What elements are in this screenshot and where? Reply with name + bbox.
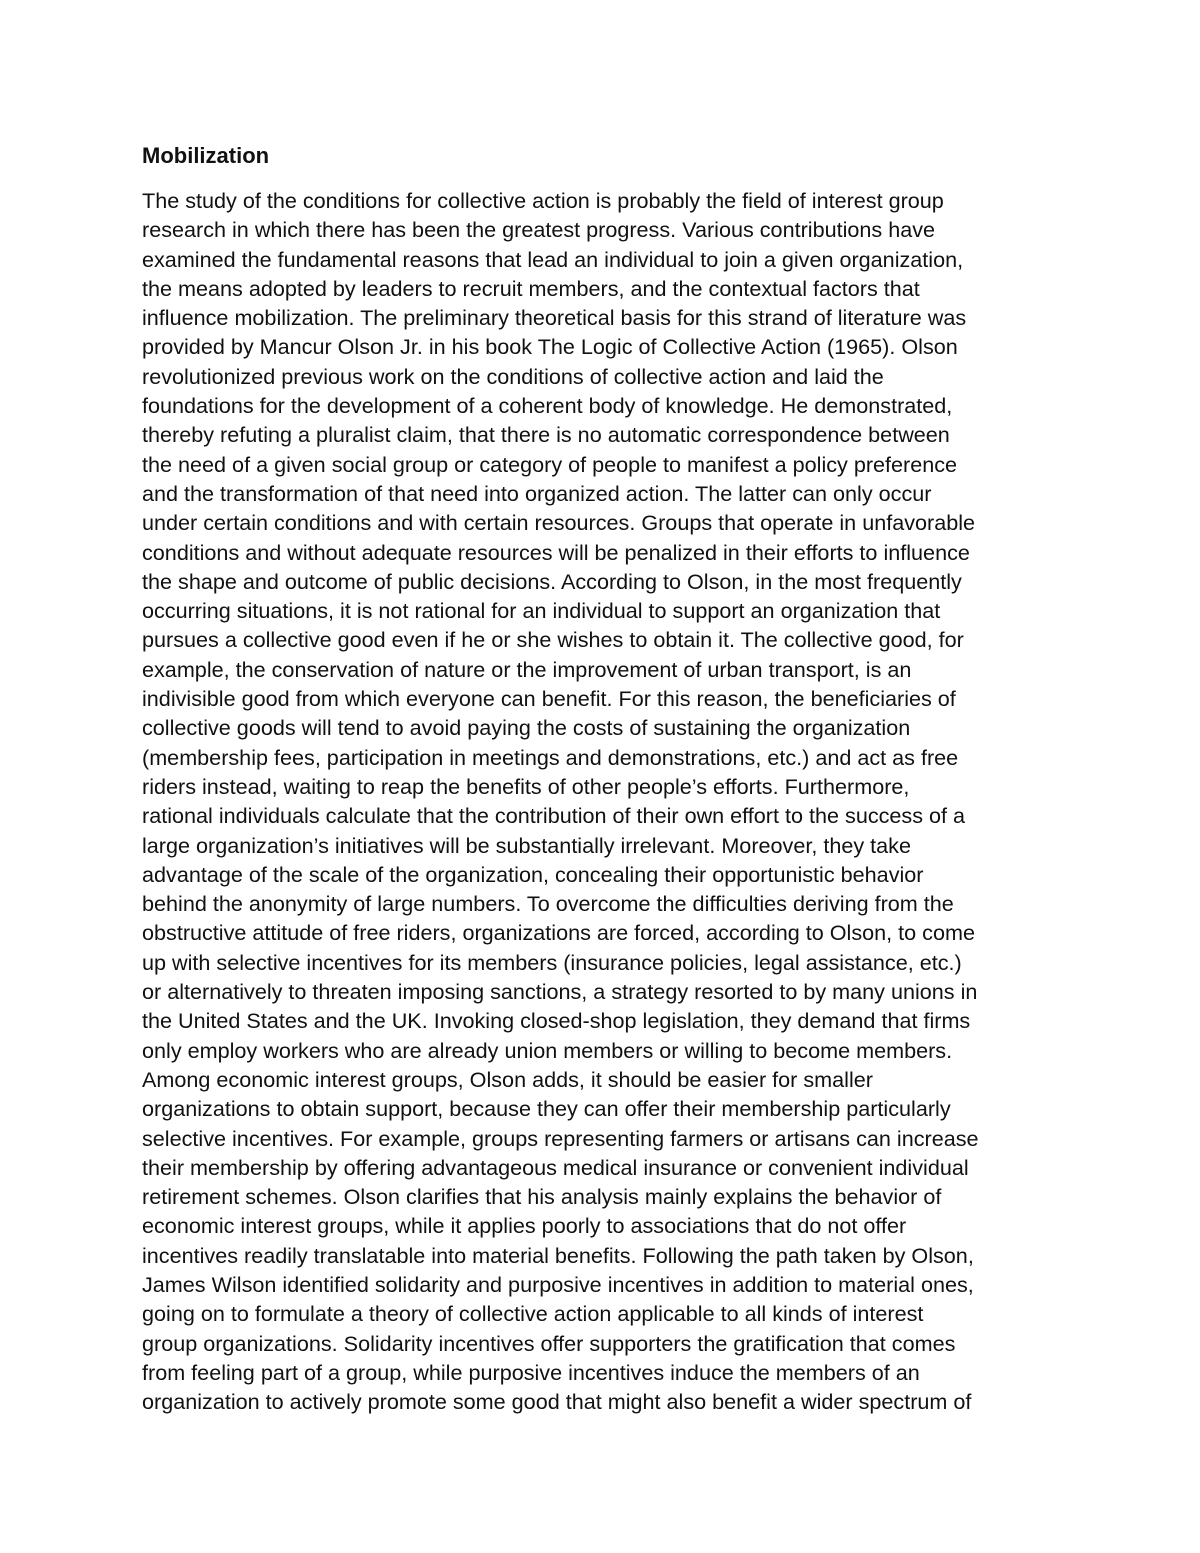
text-line: riders instead, waiting to reap the benefits of other people’s efforts. Furthermore, <box>142 773 910 799</box>
text-line: the means adopted by leaders to recruit members, and the contextual factors that <box>142 275 920 301</box>
text-line: organizations to obtain support, because they can offer their membership particularly <box>142 1096 951 1122</box>
body-paragraph <box>142 186 1082 1416</box>
text-line: example, the conservation of nature or the improvement of urban transport, is an <box>142 656 912 682</box>
text-line: going on to formulate a theory of collective action applicable to all kinds of interest <box>142 1301 924 1327</box>
text-line: conditions and without adequate resources will be penalized in their efforts to influence <box>142 539 970 565</box>
text-line: selective incentives. For example, groups representing farmers or artisans can increase <box>142 1125 979 1151</box>
text-line: Among economic interest groups, Olson adds, it should be easier for smaller <box>142 1066 873 1092</box>
text-line: the shape and outcome of public decisions. According to Olson, in the most frequently <box>142 568 962 594</box>
text-line: under certain conditions and with certain resources. Groups that operate in unfavorable <box>142 510 976 536</box>
text-line: large organization’s initiatives will be substantially irrelevant. Moreover, they take <box>142 832 911 858</box>
text-line: research in which there has been the greatest progress. Various contributions have <box>142 217 936 243</box>
text-line: up with selective incentives for its members (insurance policies, legal assistance, etc.) <box>142 949 962 975</box>
text-line: provided by Mancur Olson Jr. in his book The Logic of Collective Action (1965). Olson <box>142 334 958 360</box>
text-line: retirement schemes. Olson clarifies that his analysis mainly explains the behavior of <box>142 1184 942 1210</box>
text-line: behind the anonymity of large numbers. To overcome the difficulties deriving from the <box>142 891 954 917</box>
text-line: only employ workers who are already union members or willing to become members. <box>142 1037 953 1063</box>
text-line: thereby refuting a pluralist claim, that there is no automatic correspondence between <box>142 422 950 448</box>
text-line: incentives readily translatable into material benefits. Following the path taken by Olson, <box>142 1242 974 1268</box>
text-line: or alternatively to threaten imposing sanctions, a strategy resorted to by many unions in <box>142 979 978 1005</box>
text-line: economic interest groups, while it applies poorly to associations that do not offer <box>142 1213 907 1239</box>
text-line: occurring situations, it is not rational for an individual to support an organization that <box>142 598 941 624</box>
text-line: James Wilson identified solidarity and purposive incentives in addition to material ones, <box>142 1271 974 1297</box>
text-line: rational individuals calculate that the contribution of their own effort to the success of a <box>142 803 966 829</box>
text-line: indivisible good from which everyone can benefit. For this reason, the beneficiaries of <box>142 686 956 712</box>
text-line: the United States and the UK. Invoking closed-shop legislation, they demand that firms <box>142 1008 971 1034</box>
text-line: foundations for the development of a coherent body of knowledge. He demonstrated, <box>142 393 953 419</box>
text-line: group organizations. Solidarity incentives offer supporters the gratification that comes <box>142 1330 956 1356</box>
section-heading: Mobilization <box>142 143 270 168</box>
text-line: collective goods will tend to avoid paying the costs of sustaining the organization <box>142 715 911 741</box>
text-line: and the transformation of that need into organized action. The latter can only occur <box>142 480 932 506</box>
text-line: advantage of the scale of the organization, concealing their opportunistic behavior <box>142 861 924 887</box>
text-line: pursues a collective good even if he or she wishes to obtain it. The collective good, for <box>142 627 964 653</box>
text-line: their membership by offering advantageous medical insurance or convenient individual <box>142 1154 969 1180</box>
text-line: revolutionized previous work on the conditions of collective action and laid the <box>142 363 884 389</box>
text-line: from feeling part of a group, while purposive incentives induce the members of an <box>142 1359 920 1385</box>
text-line: obstructive attitude of free riders, organizations are forced, according to Olson, to come <box>142 920 975 946</box>
text-line: (membership fees, participation in meetings and demonstrations, etc.) and act as free <box>142 744 959 770</box>
text-line: The study of the conditions for collective action is probably the field of interest group <box>142 188 944 213</box>
text-line: influence mobilization. The preliminary theoretical basis for this strand of literature was <box>142 305 967 331</box>
text-line: examined the fundamental reasons that lead an individual to join a given organization, <box>142 246 964 272</box>
text-line: organization to actively promote some good that might also benefit a wider spectrum of <box>142 1389 972 1415</box>
text-line: the need of a given social group or category of people to manifest a policy preference <box>142 451 958 477</box>
